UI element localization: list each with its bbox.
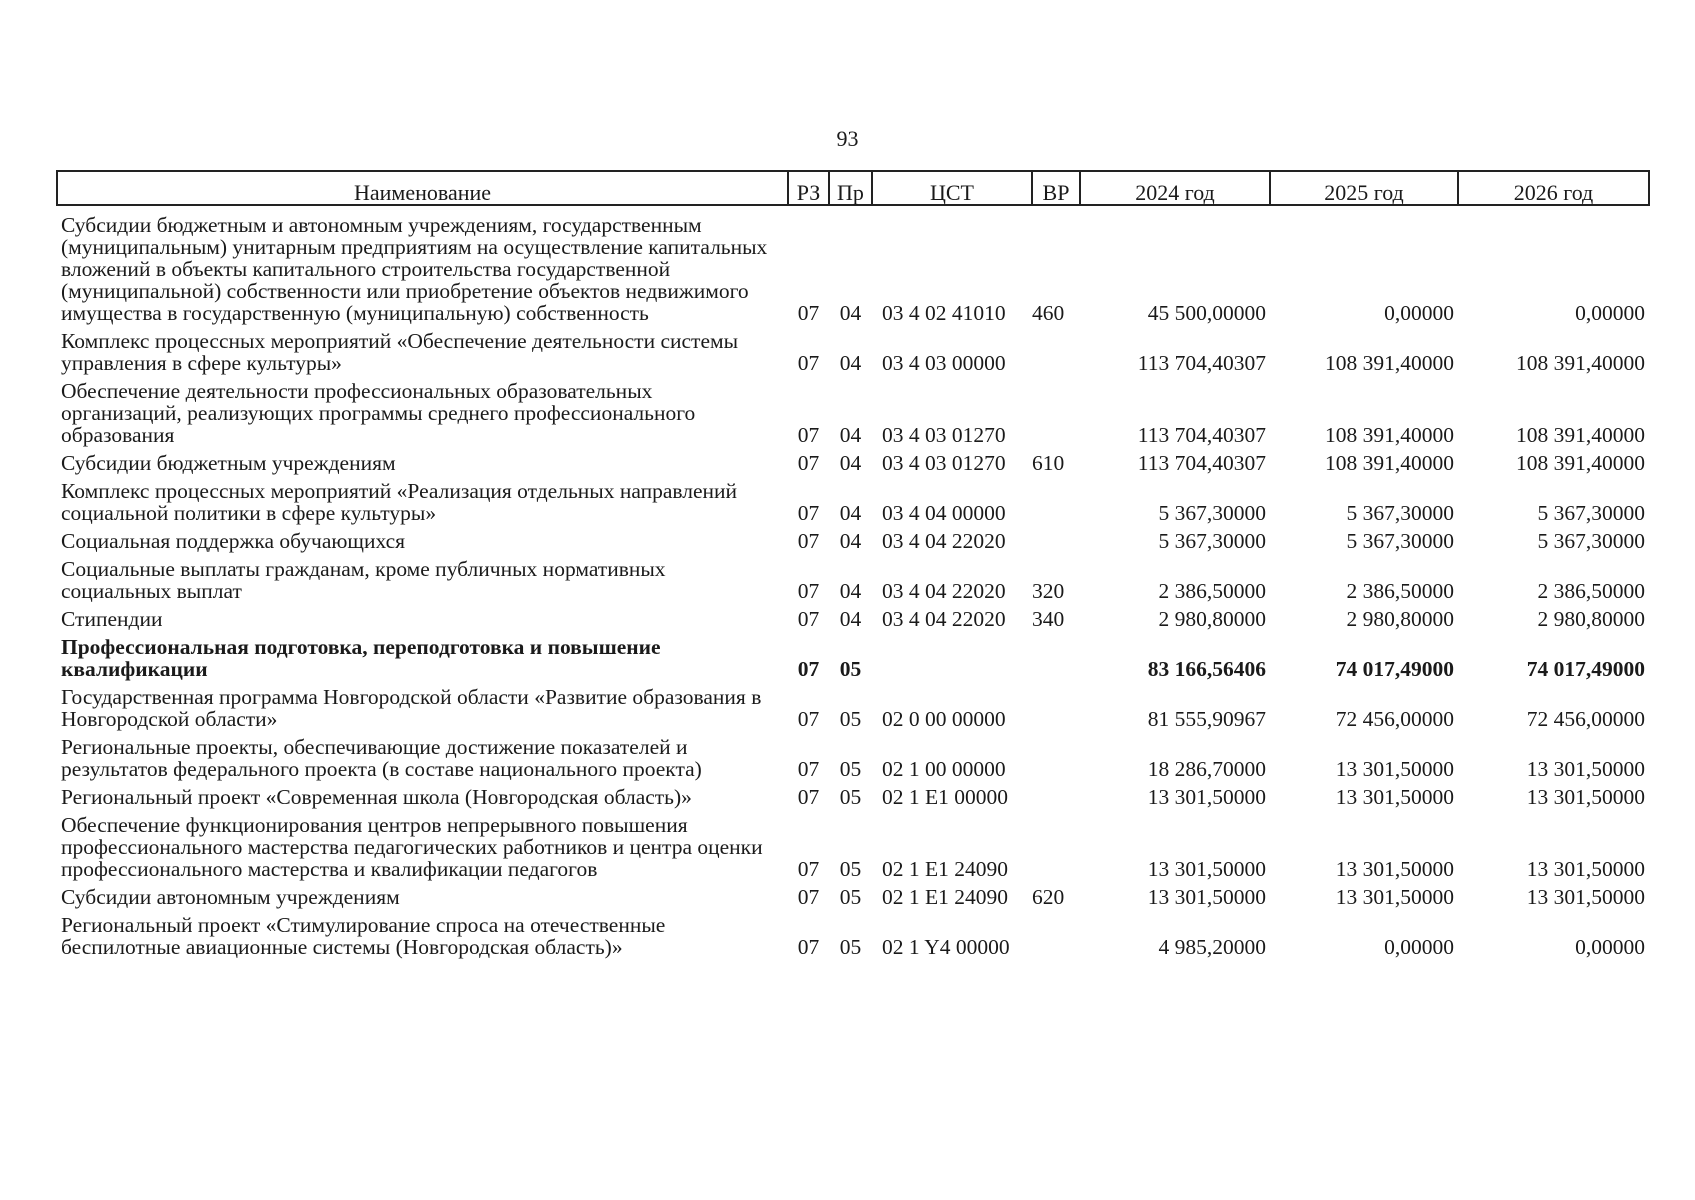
cell-2024: 4 985,20000 <box>1158 935 1266 959</box>
cell-name: Социальная поддержка обучающихся <box>61 529 406 553</box>
cell-vr: 620 <box>1032 885 1065 909</box>
cell-name: Обеспечение деятельности профессиональных образовательных организаций, реализующих программы среднего профессионального образования <box>61 379 696 447</box>
cell-rz: 07 <box>797 657 820 681</box>
cell-2026: 72 456,00000 <box>1526 707 1645 731</box>
cell-cst: 02 1 E1 24090 <box>882 885 1009 909</box>
cell-cst: 03 4 02 41010 <box>882 301 1006 325</box>
cell-2026: 0,00000 <box>1575 301 1645 325</box>
cell-pr: 04 <box>839 451 862 475</box>
header-2026: 2026 год <box>1458 171 1649 205</box>
cell-pr: 05 <box>839 707 862 731</box>
cell-cst: 02 1 E1 24090 <box>882 857 1009 881</box>
cell-2025: 0,00000 <box>1384 301 1454 325</box>
cell-name: Комплекс процессных мероприятий «Обеспечение деятельности системы управления в сфере культуры» <box>61 329 739 375</box>
cell-2025: 13 301,50000 <box>1335 885 1454 909</box>
cell-vr <box>1032 530 1080 558</box>
cell-cst: 02 0 00 00000 <box>882 707 1006 731</box>
cell-vr: 460 <box>1032 301 1065 325</box>
cell-cst: 02 1 00 00000 <box>882 757 1006 781</box>
table-row <box>57 886 1649 914</box>
header-rz: РЗ <box>788 171 829 205</box>
table-row <box>57 530 1649 558</box>
cell-cst: 03 4 04 00000 <box>882 501 1006 525</box>
table-row <box>57 330 1649 380</box>
table-header-row <box>57 171 1649 205</box>
cell-2024: 13 301,50000 <box>1147 857 1266 881</box>
header-pr: Пр <box>829 171 872 205</box>
header-2024: 2024 год <box>1080 171 1270 205</box>
cell-2026: 13 301,50000 <box>1526 785 1645 809</box>
cell-cst: 03 4 04 22020 <box>882 579 1006 603</box>
cell-vr: 320 <box>1032 579 1065 603</box>
cell-name: Региональный проект «Современная школа (Новгородская область)» <box>61 785 692 809</box>
cell-name: Обеспечение функционирования центров непрерывного повышения профессионального мастерства педагогических работников и центра оценки профессионального мастерства и квалификации педагогов <box>61 813 763 881</box>
cell-pr: 04 <box>839 579 862 603</box>
cell-2024: 18 286,70000 <box>1147 757 1266 781</box>
table-row <box>57 786 1649 814</box>
cell-cst: 03 4 03 01270 <box>882 451 1006 475</box>
header-vr: ВР <box>1032 171 1080 205</box>
cell-2024: 113 704,40307 <box>1137 423 1266 447</box>
cell-vr <box>1032 330 1080 380</box>
cell-cst: 03 4 03 01270 <box>882 423 1006 447</box>
table-row <box>57 480 1649 530</box>
cell-cst: 02 1 E1 00000 <box>882 785 1009 809</box>
table-row <box>57 558 1649 608</box>
table-row <box>57 736 1649 786</box>
cell-2026: 2 386,50000 <box>1537 579 1645 603</box>
cell-rz: 07 <box>797 529 820 553</box>
cell-2025: 5 367,30000 <box>1346 501 1454 525</box>
cell-name: Региональный проект «Стимулирование спроса на отечественные беспилотные авиационные системы (Новгородская область)» <box>61 913 666 959</box>
cell-2024: 113 704,40307 <box>1137 351 1266 375</box>
header-cst: ЦСТ <box>872 171 1032 205</box>
table-row <box>57 636 1649 686</box>
cell-vr <box>1032 380 1080 452</box>
table-row <box>57 686 1649 736</box>
cell-2026: 0,00000 <box>1575 935 1645 959</box>
cell-rz: 07 <box>797 607 820 631</box>
cell-2026: 5 367,30000 <box>1537 501 1645 525</box>
cell-pr: 04 <box>839 301 862 325</box>
table-row <box>57 380 1649 452</box>
table-row <box>57 608 1649 636</box>
cell-2025: 108 391,40000 <box>1325 451 1454 475</box>
table-row <box>57 452 1649 480</box>
cell-pr: 05 <box>839 757 862 781</box>
cell-2025: 2 980,80000 <box>1346 607 1454 631</box>
cell-name: Социальные выплаты гражданам, кроме публичных нормативных социальных выплат <box>61 557 666 603</box>
cell-2026: 5 367,30000 <box>1537 529 1645 553</box>
cell-2024: 2 980,80000 <box>1158 607 1266 631</box>
header-name: Наименование <box>57 171 788 205</box>
cell-2024: 45 500,00000 <box>1147 301 1266 325</box>
cell-2026: 74 017,49000 <box>1526 657 1645 681</box>
cell-2026: 13 301,50000 <box>1526 885 1645 909</box>
cell-2026: 108 391,40000 <box>1516 451 1645 475</box>
cell-rz: 07 <box>797 301 820 325</box>
budget-table <box>56 170 1650 964</box>
cell-name: Региональные проекты, обеспечивающие достижение показателей и результатов федерального проекта (в составе национального проекта) <box>61 735 702 781</box>
cell-2026: 13 301,50000 <box>1526 757 1645 781</box>
cell-2024: 5 367,30000 <box>1158 501 1266 525</box>
cell-cst <box>872 636 1032 686</box>
page-number: 93 <box>836 126 859 151</box>
cell-2025: 108 391,40000 <box>1325 423 1454 447</box>
cell-cst: 03 4 03 00000 <box>882 351 1006 375</box>
table-row <box>57 914 1649 964</box>
cell-2025: 0,00000 <box>1384 935 1454 959</box>
cell-name: Субсидии бюджетным учреждениям <box>61 451 396 475</box>
cell-2024: 81 555,90967 <box>1147 707 1266 731</box>
cell-rz: 07 <box>797 501 820 525</box>
cell-2025: 13 301,50000 <box>1335 785 1454 809</box>
cell-vr <box>1032 480 1080 530</box>
cell-2025: 108 391,40000 <box>1325 351 1454 375</box>
cell-2025: 72 456,00000 <box>1335 707 1454 731</box>
cell-rz: 07 <box>797 785 820 809</box>
cell-2024: 83 166,56406 <box>1147 657 1266 681</box>
cell-pr: 05 <box>839 935 862 959</box>
cell-rz: 07 <box>797 857 820 881</box>
table-row <box>57 205 1649 330</box>
cell-pr: 05 <box>839 785 862 809</box>
cell-vr <box>1032 636 1080 686</box>
cell-2024: 13 301,50000 <box>1147 785 1266 809</box>
cell-2024: 2 386,50000 <box>1158 579 1266 603</box>
cell-vr <box>1032 736 1080 786</box>
cell-rz: 07 <box>797 935 820 959</box>
cell-cst: 03 4 04 22020 <box>882 607 1006 631</box>
cell-pr: 05 <box>839 885 862 909</box>
cell-2025: 2 386,50000 <box>1346 579 1454 603</box>
cell-2025: 13 301,50000 <box>1335 857 1454 881</box>
cell-rz: 07 <box>797 579 820 603</box>
cell-name: Профессиональная подготовка, переподготовка и повышение квалификации <box>61 635 661 681</box>
cell-cst: 02 1 Y4 00000 <box>882 935 1010 959</box>
cell-2024: 5 367,30000 <box>1158 529 1266 553</box>
cell-rz: 07 <box>797 423 820 447</box>
table-body <box>57 205 1649 964</box>
cell-2026: 108 391,40000 <box>1516 351 1645 375</box>
cell-2026: 108 391,40000 <box>1516 423 1645 447</box>
cell-vr: 610 <box>1032 451 1065 475</box>
cell-name: Субсидии автономным учреждениям <box>61 885 400 909</box>
table-row <box>57 814 1649 886</box>
cell-vr <box>1032 914 1080 964</box>
cell-name: Комплекс процессных мероприятий «Реализация отдельных направлений социальной политики в сфере культуры» <box>61 479 738 525</box>
cell-rz: 07 <box>797 351 820 375</box>
cell-pr: 04 <box>839 501 862 525</box>
cell-rz: 07 <box>797 885 820 909</box>
cell-pr: 05 <box>839 857 862 881</box>
header-2025: 2025 год <box>1270 171 1458 205</box>
cell-pr: 04 <box>839 607 862 631</box>
cell-cst: 03 4 04 22020 <box>882 529 1006 553</box>
cell-2025: 74 017,49000 <box>1335 657 1454 681</box>
cell-vr <box>1032 686 1080 736</box>
cell-2025: 13 301,50000 <box>1335 757 1454 781</box>
cell-name: Субсидии бюджетным и автономным учреждениям, государственным (муниципальным) унитарным предприятиям на осуществление капитальных вложений в объекты капитального строительства государственной (муниципальной) собственности или приобретение объектов недвижимого имущества в государственную (муниципальную) собственность <box>61 213 768 325</box>
cell-rz: 07 <box>797 451 820 475</box>
cell-pr: 05 <box>839 657 862 681</box>
cell-2025: 5 367,30000 <box>1346 529 1454 553</box>
cell-name: Государственная программа Новгородской области «Развитие образования в Новгородской области» <box>61 685 762 731</box>
cell-2026: 13 301,50000 <box>1526 857 1645 881</box>
cell-2026: 2 980,80000 <box>1537 607 1645 631</box>
cell-name: Стипендии <box>61 607 163 631</box>
cell-pr: 04 <box>839 423 862 447</box>
cell-vr <box>1032 814 1080 886</box>
cell-vr: 340 <box>1032 607 1065 631</box>
cell-rz: 07 <box>797 707 820 731</box>
cell-rz: 07 <box>797 757 820 781</box>
cell-2024: 113 704,40307 <box>1137 451 1266 475</box>
cell-pr: 04 <box>839 529 862 553</box>
cell-vr <box>1032 786 1080 814</box>
cell-pr: 04 <box>839 351 862 375</box>
cell-2024: 13 301,50000 <box>1147 885 1266 909</box>
